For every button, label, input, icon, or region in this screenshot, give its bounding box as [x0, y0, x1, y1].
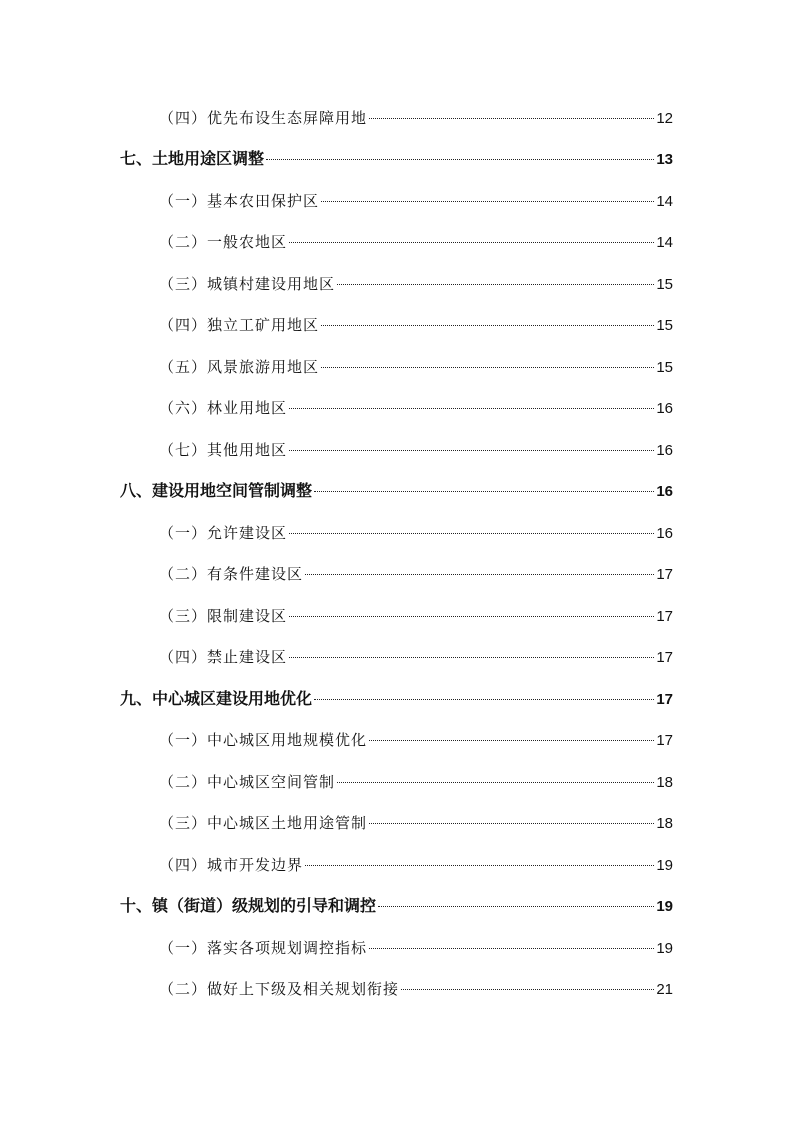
- toc-dot-leader: [305, 574, 654, 575]
- toc-entry-title: （二）一般农地区: [159, 233, 288, 251]
- toc-entry[interactable]: [159, 230, 673, 254]
- toc-entry-title: （四）独立工矿用地区: [159, 316, 320, 334]
- toc-entry-page: 17: [656, 649, 673, 666]
- toc-entry-page: 16: [656, 442, 673, 459]
- toc-chapter-entry[interactable]: [120, 147, 673, 171]
- toc-entry-title: （四）城市开发边界: [159, 856, 304, 874]
- toc-chapter-entry[interactable]: [120, 687, 673, 711]
- toc-entry[interactable]: [159, 313, 673, 337]
- toc-entry[interactable]: [159, 811, 673, 835]
- toc-chapter-entry[interactable]: [120, 894, 673, 918]
- toc-entry[interactable]: [159, 106, 673, 130]
- toc-chapter-title: 八、建设用地空间管制调整: [120, 481, 313, 500]
- toc-dot-leader: [289, 616, 654, 617]
- toc-dot-leader: [337, 782, 654, 783]
- toc-entry[interactable]: [159, 272, 673, 296]
- toc-dot-leader: [401, 989, 654, 990]
- toc-entry[interactable]: [159, 853, 673, 877]
- toc-dot-leader: [337, 284, 654, 285]
- toc-entry[interactable]: [159, 355, 673, 379]
- toc-dot-leader: [321, 325, 654, 326]
- toc-entry-page: 19: [656, 857, 673, 874]
- toc-entry-title: （一）中心城区用地规模优化: [159, 731, 368, 749]
- toc-entry-page: 17: [656, 566, 673, 583]
- toc-dot-leader: [378, 906, 654, 907]
- toc-entry-page: 12: [656, 110, 673, 127]
- toc-dot-leader: [369, 118, 654, 119]
- toc-entry-title: （四）优先布设生态屏障用地: [159, 109, 368, 127]
- toc-entry-title: （三）中心城区土地用途管制: [159, 814, 368, 832]
- toc-dot-leader: [289, 408, 654, 409]
- toc-chapter-page: 19: [656, 898, 673, 915]
- toc-entry-page: 15: [656, 276, 673, 293]
- toc-dot-leader: [314, 699, 654, 700]
- toc-entry-title: （三）限制建设区: [159, 607, 288, 625]
- toc-entry[interactable]: [159, 728, 673, 752]
- toc-entry-title: （四）禁止建设区: [159, 648, 288, 666]
- toc-entry-title: （二）做好上下级及相关规划衔接: [159, 980, 400, 998]
- toc-chapter-page: 16: [656, 483, 673, 500]
- toc-dot-leader: [289, 533, 654, 534]
- toc-entry-title: （一）允许建设区: [159, 524, 288, 542]
- toc-dot-leader: [289, 242, 654, 243]
- toc-chapter-title: 十、镇（街道）级规划的引导和调控: [120, 896, 377, 915]
- toc-entry-title: （七）其他用地区: [159, 441, 288, 459]
- toc-entry-page: 21: [656, 981, 673, 998]
- toc-dot-leader: [266, 159, 654, 160]
- toc-dot-leader: [289, 657, 654, 658]
- toc-entry-title: （五）风景旅游用地区: [159, 358, 320, 376]
- toc-entry-title: （一）落实各项规划调控指标: [159, 939, 368, 957]
- toc-entry-title: （二）中心城区空间管制: [159, 773, 336, 791]
- toc-entry-page: 18: [656, 774, 673, 791]
- toc-entry[interactable]: [159, 562, 673, 586]
- toc-dot-leader: [305, 865, 654, 866]
- toc-entry[interactable]: [159, 438, 673, 462]
- toc-entry-page: 15: [656, 317, 673, 334]
- toc-dot-leader: [369, 823, 654, 824]
- toc-entry[interactable]: [159, 604, 673, 628]
- toc-entry-title: （三）城镇村建设用地区: [159, 275, 336, 293]
- toc-entry-title: （一）基本农田保护区: [159, 192, 320, 210]
- toc-dot-leader: [369, 740, 654, 741]
- toc-dot-leader: [321, 201, 654, 202]
- toc-dot-leader: [321, 367, 654, 368]
- toc-entry-page: 14: [656, 193, 673, 210]
- toc-chapter-page: 17: [656, 691, 673, 708]
- toc-entry[interactable]: [159, 521, 673, 545]
- toc-entry-title: （二）有条件建设区: [159, 565, 304, 583]
- toc-entry[interactable]: [159, 189, 673, 213]
- toc-entry-page: 19: [656, 940, 673, 957]
- toc-entry-page: 18: [656, 815, 673, 832]
- toc-chapter-title: 七、土地用途区调整: [120, 149, 265, 168]
- toc-entry-page: 16: [656, 525, 673, 542]
- toc-chapter-page: 13: [656, 151, 673, 168]
- toc-entry-page: 17: [656, 732, 673, 749]
- toc-entry-title: （六）林业用地区: [159, 399, 288, 417]
- toc-entry[interactable]: [159, 396, 673, 420]
- toc-entry-page: 15: [656, 359, 673, 376]
- toc-dot-leader: [289, 450, 654, 451]
- toc-entry-page: 16: [656, 400, 673, 417]
- toc-chapter-entry[interactable]: [120, 479, 673, 503]
- toc-entry[interactable]: [159, 936, 673, 960]
- toc-dot-leader: [369, 948, 654, 949]
- toc-chapter-title: 九、中心城区建设用地优化: [120, 689, 313, 708]
- toc-entry-page: 14: [656, 234, 673, 251]
- toc-dot-leader: [314, 491, 654, 492]
- toc-entry[interactable]: [159, 645, 673, 669]
- toc-entry[interactable]: [159, 977, 673, 1001]
- toc-entry-page: 17: [656, 608, 673, 625]
- toc-entry[interactable]: [159, 770, 673, 794]
